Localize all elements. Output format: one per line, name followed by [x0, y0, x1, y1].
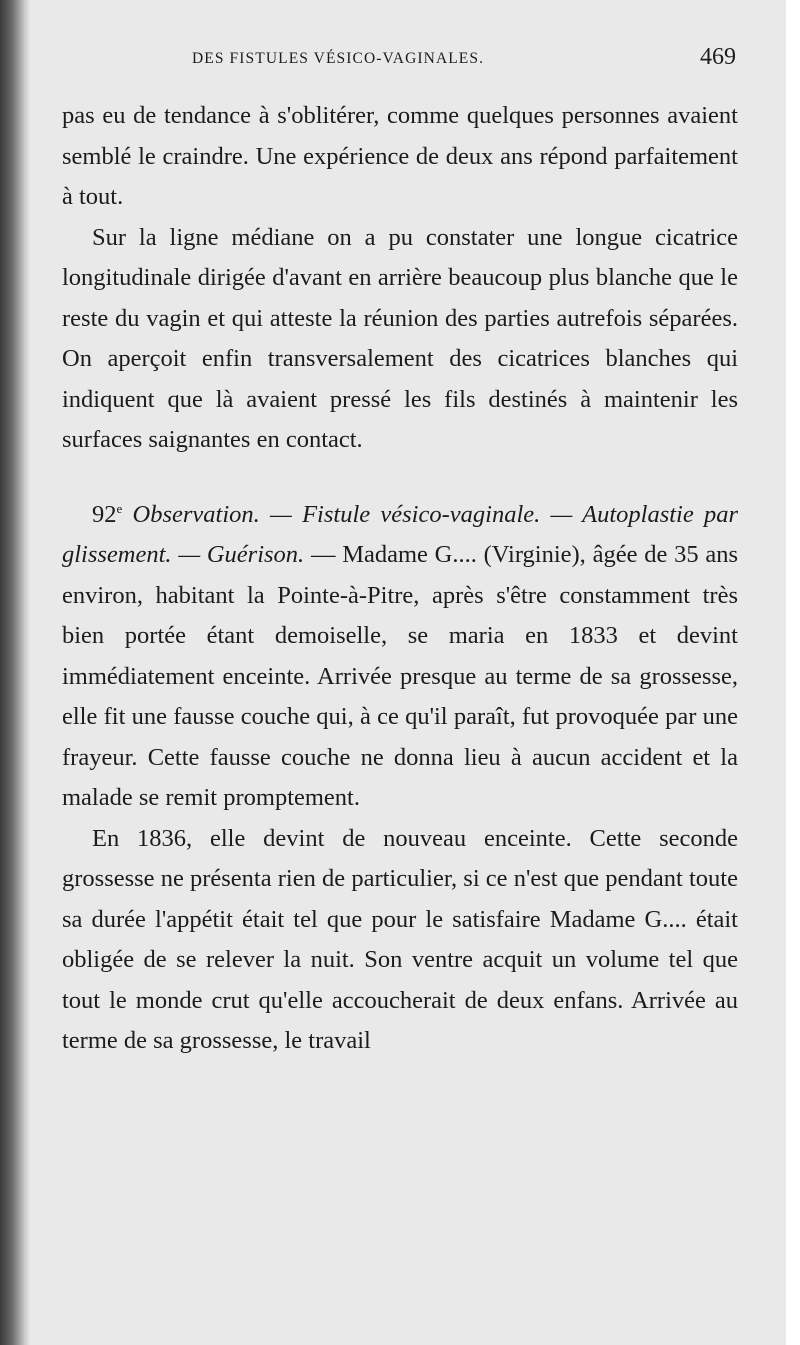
- running-head: [62, 46, 738, 96]
- paragraph-1836: En 1836, elle devint de nouveau enceinte. Cette seconde grossesse ne présenta rien de particulier, si ce n'est que pendant toute sa durée l'appétit était tel que pour le satisfaire Madame G.... était obligée de se relever la nuit. Son ventre acquit un volume tel que tout le monde crut qu'elle accoucherait de deux enfans. Arrivée au terme de sa grossesse, le travail: [62, 824, 738, 1054]
- observation-text: — Madame G.... (Virginie), âgée de 35 ans environ, habitant la Pointe-à-Pitre, après s'être constamment très bien portée étant demoiselle, se maria en 1833 et devint immédiatement enceinte. Arrivée presque au terme de sa grossesse, elle fit une fausse couche qui, à ce qu'il paraît, fut provoquée par une frayeur. Cette fausse couche ne donna lieu à aucun accident et la malade se remit promptement.: [62, 541, 738, 811]
- book-page: [30, 0, 786, 1345]
- running-title: DES FISTULES VÉSICO-VAGINALES.: [192, 50, 485, 67]
- page-number: 469: [700, 44, 736, 70]
- observation-number: 92: [92, 500, 117, 528]
- scan-right-margin: [786, 0, 800, 1345]
- observation-number-superscript: e: [116, 500, 123, 516]
- observation-heading: Observation. — Fistule vésico-vaginale. — Autoplastie par glissement. — Guérison.: [62, 500, 739, 568]
- paragraph-observation-92: [62, 495, 738, 819]
- page-content: [62, 46, 738, 1062]
- scan-binding-shadow: [0, 0, 30, 1345]
- paragraph-cicatrice: Sur la ligne médiane on a pu constater une longue cicatrice longitudinale dirigée d'avant en arrière beaucoup plus blanche que le reste du vagin et qui atteste la réunion des parties autrefois séparées. On aperçoit enfin transversalement des cicatrices blanches qui indiquent que là avaient pressé les fils destinés à maintenir les surfaces saignantes en contact.: [62, 223, 738, 453]
- paragraph-continuation: pas eu de tendance à s'oblitérer, comme quelques personnes avaient semblé le craindre. Une expérience de deux ans répond parfaitement à tout.: [62, 102, 738, 210]
